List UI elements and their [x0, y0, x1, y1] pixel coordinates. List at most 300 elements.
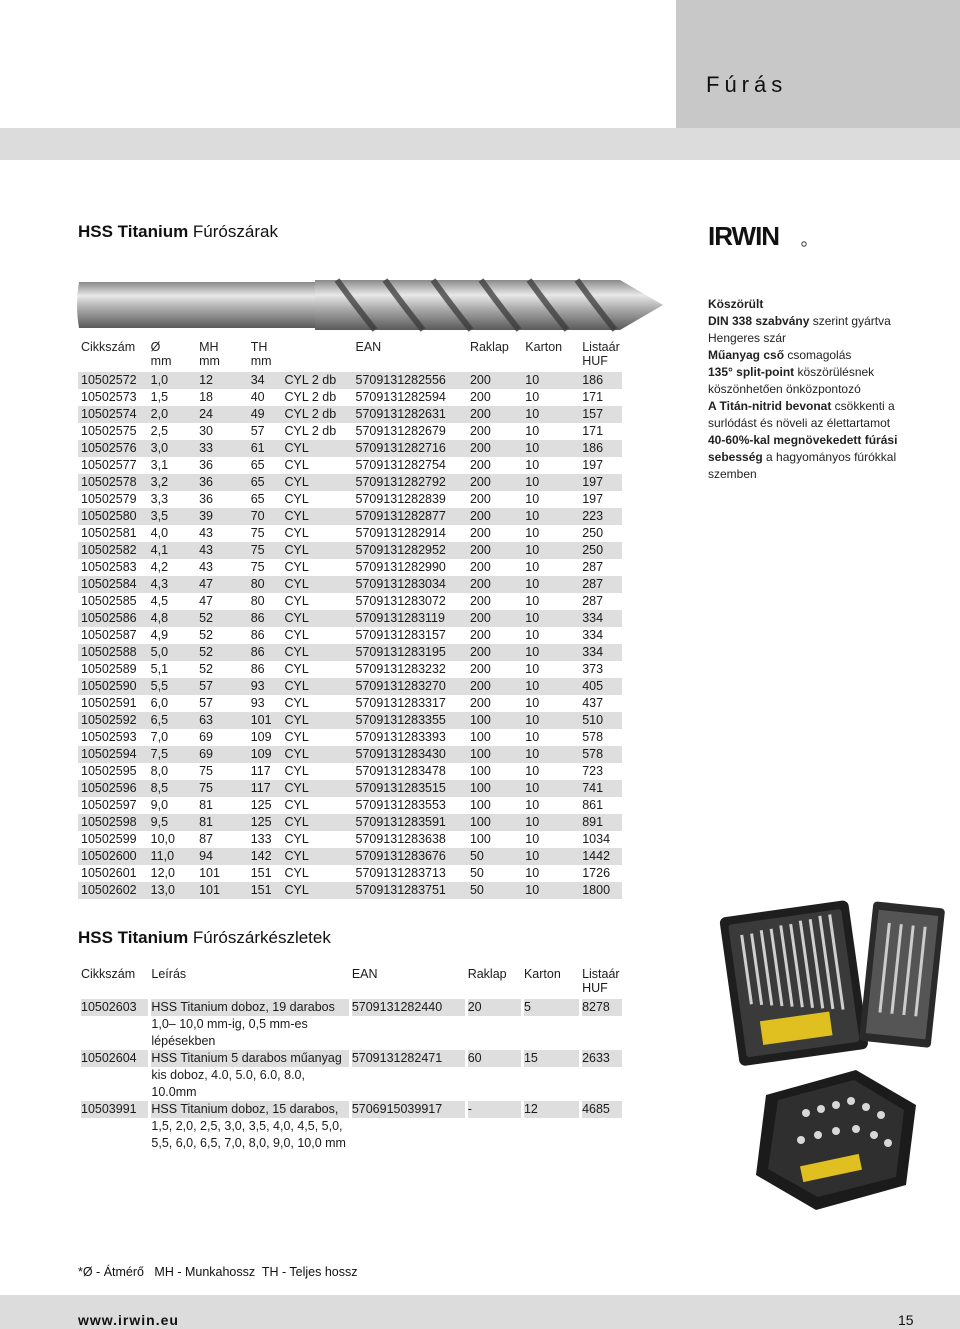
description-line: HSS Titanium doboz, 19 darabos — [151, 999, 348, 1016]
column-header-label: Cikkszám — [81, 340, 136, 354]
table-cell: CYL — [284, 441, 309, 455]
table-cell: 10 — [525, 594, 540, 608]
table-cell: 10502590 — [81, 679, 137, 693]
table-cell: 10 — [525, 679, 540, 693]
table-cell: CYL — [284, 866, 309, 880]
table-cell: CYL 2 db — [284, 373, 337, 387]
description-line: 5,5, 6,0, 6,5, 7,0, 8,0, 9,0, 10,0 mm — [151, 1136, 346, 1150]
feature-highlight: 135° split-point — [708, 365, 795, 379]
table-cell: 52 — [199, 628, 213, 642]
table-cell: 10502574 — [81, 407, 137, 421]
table-row — [78, 661, 622, 678]
cell-value: 5 — [524, 999, 579, 1016]
table-cell: 200 — [469, 373, 491, 387]
table-cell: 200 — [469, 611, 491, 625]
table-cell: 3,1 — [150, 458, 169, 472]
table-cell: 4,8 — [150, 611, 169, 625]
table-cell: 80 — [250, 594, 265, 608]
feature-text: Hengeres szár — [708, 331, 787, 345]
table-cell — [521, 1050, 579, 1101]
table-cell: 10502573 — [81, 390, 137, 404]
table-cell: 10 — [525, 713, 540, 727]
cell-value: 10503991 — [81, 1101, 148, 1118]
feature-item — [708, 347, 908, 364]
table-cell: CYL — [284, 628, 309, 642]
table-cell: 10 — [525, 747, 540, 761]
table-header-row — [78, 338, 622, 372]
table-cell: 3,2 — [150, 475, 169, 489]
table-cell: 109 — [250, 730, 272, 744]
table-cell: 10502581 — [81, 526, 137, 540]
table-cell: 723 — [582, 764, 604, 778]
table-cell — [521, 1101, 579, 1152]
table-row — [78, 593, 622, 610]
table-cell: 69 — [199, 730, 213, 744]
table-cell: 10 — [525, 764, 540, 778]
cell-value: 12 — [524, 1101, 579, 1118]
table-cell: 10 — [525, 526, 540, 540]
table-cell: 30 — [199, 424, 213, 438]
table-cell: 10 — [525, 662, 540, 676]
table-cell: 287 — [582, 577, 604, 591]
table-cell: 186 — [582, 373, 604, 387]
feature-text: szerint gyártva — [809, 314, 891, 328]
table-cell: CYL — [284, 730, 309, 744]
table-cell: 10502598 — [81, 815, 137, 829]
table-cell: 9,0 — [150, 798, 169, 812]
section-title-box — [676, 0, 960, 128]
table-cell: 578 — [582, 747, 604, 761]
table-cell — [349, 1101, 465, 1152]
table-row — [78, 1101, 622, 1152]
table-cell: CYL — [284, 577, 309, 591]
table-cell: 10502601 — [81, 866, 137, 880]
table-cell: 10502599 — [81, 832, 137, 846]
table-cell: CYL — [284, 764, 309, 778]
table-cell: 200 — [469, 424, 491, 438]
table-cell: 61 — [250, 441, 265, 455]
column-header-unit: mm — [199, 354, 220, 368]
table-row — [78, 457, 622, 474]
product-title-bold: HSS Titanium — [78, 222, 189, 241]
cell-value: 8278 — [582, 999, 622, 1016]
table-cell: 40 — [250, 390, 265, 404]
table-cell: 5,5 — [150, 679, 169, 693]
feature-text: köszörülésnek köszönhetően önközpontozó — [708, 365, 875, 396]
table-cell: 86 — [250, 645, 265, 659]
table-cell: 10 — [525, 815, 540, 829]
table-cell: 200 — [469, 492, 491, 506]
table-cell: 101 — [199, 866, 220, 880]
table-row — [78, 406, 622, 423]
table-cell: 10502579 — [81, 492, 137, 506]
table-cell: 125 — [250, 815, 272, 829]
table-cell: 10502575 — [81, 424, 137, 438]
table-row — [78, 491, 622, 508]
table-cell: 3,0 — [150, 441, 169, 455]
table-cell: CYL 2 db — [284, 390, 337, 404]
table-cell: 5709131283430 — [355, 747, 446, 761]
set-title-bold: HSS Titanium — [78, 928, 189, 947]
table-cell: 5709131283119 — [355, 611, 445, 625]
table-cell — [465, 999, 521, 1050]
table-cell: 200 — [469, 407, 491, 421]
table-cell: 65 — [250, 475, 265, 489]
table-cell: 52 — [199, 611, 213, 625]
table-cell: 10502589 — [81, 662, 137, 676]
table-cell: 287 — [582, 560, 604, 574]
table-cell: 5709131282594 — [355, 390, 446, 404]
footnote: *Ø - Átmérő MH - Munkahossz TH - Teljes hossz — [78, 1265, 358, 1279]
table-cell: 5709131283478 — [355, 764, 446, 778]
table-cell: 197 — [582, 458, 604, 472]
table-cell: 81 — [199, 798, 213, 812]
table-cell: CYL — [284, 883, 309, 897]
table-cell: 5709131283553 — [355, 798, 446, 812]
table-cell: 200 — [469, 526, 491, 540]
table-cell: CYL — [284, 560, 309, 574]
cell-value: 15 — [524, 1050, 579, 1067]
table-cell: 65 — [250, 458, 265, 472]
table-cell: CYL — [284, 849, 309, 863]
table-cell — [579, 999, 622, 1050]
column-header — [148, 338, 196, 372]
feature-highlight: Köszörült — [708, 297, 764, 311]
table-cell: 200 — [469, 390, 491, 404]
table-cell: 405 — [582, 679, 604, 693]
feature-text: csökkenti a surlódást és növeli az élettartamot — [708, 399, 895, 430]
table-cell: 10 — [525, 475, 540, 489]
table-cell: 200 — [469, 696, 491, 710]
table-cell: 10 — [525, 866, 540, 880]
table-cell: 86 — [250, 662, 265, 676]
column-header — [78, 338, 148, 372]
table-cell: 10502595 — [81, 764, 137, 778]
table-cell: 10 — [525, 373, 540, 387]
table-cell: 2,5 — [150, 424, 169, 438]
table-cell: 100 — [469, 832, 491, 846]
table-cell: 10 — [525, 832, 540, 846]
table-cell: 36 — [199, 475, 213, 489]
table-cell: 63 — [199, 713, 213, 727]
table-cell: 200 — [469, 645, 491, 659]
table-cell — [78, 1050, 148, 1101]
table-cell: CYL — [284, 509, 309, 523]
table-cell — [349, 1050, 465, 1101]
table-row — [78, 780, 622, 797]
table-row — [78, 508, 622, 525]
table-cell: 5709131283157 — [355, 628, 446, 642]
table-cell: 36 — [199, 492, 213, 506]
table-cell — [465, 1101, 521, 1152]
table-cell: 10 — [525, 441, 540, 455]
table-cell: 200 — [469, 475, 491, 489]
table-cell: CYL — [284, 832, 309, 846]
table-cell: 5709131282631 — [355, 407, 446, 421]
table-cell: 5709131282679 — [355, 424, 446, 438]
cell-value: - — [468, 1101, 521, 1118]
table-cell: 5709131283393 — [355, 730, 446, 744]
drill-bits-table — [78, 338, 622, 899]
irwin-logo — [708, 222, 808, 250]
table-row — [78, 389, 622, 406]
table-cell: 10 — [525, 577, 540, 591]
table-cell: 57 — [199, 696, 213, 710]
table-cell: 117 — [250, 781, 271, 795]
header-white-area — [0, 0, 676, 128]
table-cell: 1,5 — [150, 390, 169, 404]
table-cell: 10502587 — [81, 628, 137, 642]
table-cell: 100 — [469, 730, 491, 744]
table-cell: 151 — [250, 866, 272, 880]
table-cell: 43 — [199, 543, 213, 557]
page-number: 15 — [898, 1312, 914, 1328]
table-row — [78, 882, 622, 899]
table-header-row — [78, 965, 622, 999]
table-cell: 93 — [250, 696, 265, 710]
table-cell: CYL — [284, 645, 309, 659]
table-cell: 200 — [469, 594, 491, 608]
table-cell: 10,0 — [150, 832, 175, 846]
table-cell: 250 — [582, 526, 604, 540]
table-cell: 334 — [582, 628, 604, 642]
column-header-label: EAN — [351, 967, 378, 981]
column-header — [282, 338, 353, 372]
table-cell: 4,2 — [150, 560, 169, 574]
column-header-label: EAN — [355, 340, 382, 354]
column-header-label: TH — [250, 340, 268, 354]
column-header — [353, 338, 467, 372]
column-header — [579, 338, 622, 372]
table-row — [78, 729, 622, 746]
table-cell: 200 — [469, 662, 491, 676]
table-row — [78, 423, 622, 440]
table-cell: CYL — [284, 662, 309, 676]
table-cell: 197 — [582, 492, 604, 506]
table-cell: 75 — [199, 764, 213, 778]
column-header-label: Cikkszám — [81, 967, 136, 981]
product-title-bits — [78, 222, 278, 242]
column-header-label: Listaár — [582, 340, 620, 354]
table-cell: 10 — [525, 560, 540, 574]
table-cell: 5709131282990 — [355, 560, 446, 574]
column-header-label: MH — [199, 340, 219, 354]
table-cell: 13,0 — [150, 883, 175, 897]
table-cell: 39 — [199, 509, 213, 523]
description-line: 1,0– 10,0 mm-ig, 0,5 mm-es — [151, 1017, 308, 1031]
table-cell: 133 — [250, 832, 272, 846]
table-cell: 65 — [250, 492, 265, 506]
table-cell: 10502600 — [81, 849, 137, 863]
table-cell: 5709131283751 — [355, 883, 446, 897]
column-header — [521, 965, 579, 999]
table-cell: 578 — [582, 730, 604, 744]
table-cell: 5709131283034 — [355, 577, 446, 591]
table-cell: 100 — [469, 781, 491, 795]
table-cell — [148, 1101, 348, 1152]
table-row — [78, 542, 622, 559]
table-cell: 5709131282952 — [355, 543, 446, 557]
table-cell: 5709131283591 — [355, 815, 446, 829]
table-cell: 81 — [199, 815, 213, 829]
feature-highlight: Műanyag cső — [708, 348, 785, 362]
table-cell — [148, 999, 348, 1050]
table-row — [78, 678, 622, 695]
table-row — [78, 627, 622, 644]
table-cell: 10502593 — [81, 730, 137, 744]
feature-item — [708, 432, 908, 483]
feature-text: csomagolás — [784, 348, 852, 362]
table-cell: 5709131283317 — [355, 696, 446, 710]
table-cell: 10502580 — [81, 509, 137, 523]
table-cell: 10502596 — [81, 781, 137, 795]
table-cell — [521, 999, 579, 1050]
table-cell: 5709131283713 — [355, 866, 446, 880]
table-cell: 101 — [199, 883, 220, 897]
table-cell: 861 — [582, 798, 604, 812]
column-header — [248, 338, 282, 372]
description-line: HSS Titanium 5 darabos műanyag — [151, 1050, 348, 1067]
table-cell: 43 — [199, 560, 213, 574]
table-row — [78, 831, 622, 848]
table-cell: 12 — [199, 373, 213, 387]
table-cell: 5709131282792 — [355, 475, 446, 489]
column-header — [465, 965, 521, 999]
table-cell — [579, 1050, 622, 1101]
table-cell: 200 — [469, 560, 491, 574]
table-cell: 1726 — [582, 866, 611, 880]
table-cell: 200 — [469, 628, 491, 642]
table-cell: 10502582 — [81, 543, 137, 557]
table-cell: 10502584 — [81, 577, 137, 591]
table-cell: CYL — [284, 713, 309, 727]
table-cell: 5709131283195 — [355, 645, 446, 659]
cell-value: 4685 — [582, 1101, 622, 1118]
table-cell — [579, 1101, 622, 1152]
table-cell: 200 — [469, 458, 491, 472]
table-cell: CYL — [284, 747, 309, 761]
table-cell: 101 — [250, 713, 272, 727]
feature-item — [708, 313, 908, 330]
table-cell: 8,5 — [150, 781, 169, 795]
table-cell: 9,5 — [150, 815, 169, 829]
feature-list — [708, 296, 908, 483]
table-cell: 1442 — [582, 849, 611, 863]
column-header-unit: mm — [250, 354, 272, 368]
table-cell: 10 — [525, 458, 540, 472]
table-cell: 12,0 — [150, 866, 175, 880]
table-cell: 100 — [469, 764, 491, 778]
table-row — [78, 797, 622, 814]
table-cell: 10502572 — [81, 373, 137, 387]
table-cell: 4,5 — [150, 594, 169, 608]
table-cell: 52 — [199, 645, 213, 659]
footer-url-link[interactable]: www.irwin.eu — [78, 1312, 179, 1328]
table-cell: CYL 2 db — [284, 424, 337, 438]
table-cell: 5709131282556 — [355, 373, 446, 387]
table-cell: 10 — [525, 849, 540, 863]
table-cell: 11,0 — [150, 849, 175, 863]
table-cell: 5709131282839 — [355, 492, 446, 506]
feature-highlight: 40-60%-kal megnövekedett fúrási sebesség — [708, 433, 898, 464]
table-row — [78, 999, 622, 1050]
table-cell: 5709131283072 — [355, 594, 446, 608]
table-cell: 200 — [469, 441, 491, 455]
table-cell: 171 — [582, 390, 604, 404]
table-cell: CYL — [284, 458, 309, 472]
table-cell: 36 — [199, 458, 213, 472]
table-cell: 33 — [199, 441, 213, 455]
column-header — [349, 965, 465, 999]
column-header-label: Raklap — [469, 340, 509, 354]
table-cell: 86 — [250, 628, 265, 642]
table-cell: 510 — [582, 713, 604, 727]
table-cell: 5,0 — [150, 645, 169, 659]
table-cell: 80 — [250, 577, 265, 591]
table-cell: 10502585 — [81, 594, 137, 608]
table-cell: CYL — [284, 475, 309, 489]
table-cell: 5709131282914 — [355, 526, 446, 540]
table-cell: 287 — [582, 594, 604, 608]
table-cell: 5709131283355 — [355, 713, 446, 727]
column-header-label: Ø — [150, 340, 161, 354]
table-cell: 1,0 — [150, 373, 169, 387]
table-cell: 109 — [250, 747, 272, 761]
feature-item — [708, 296, 908, 313]
feature-highlight: A Titán-nitrid bevonat — [708, 399, 832, 413]
column-header — [148, 965, 348, 999]
table-cell: 75 — [250, 560, 265, 574]
table-cell: 1034 — [582, 832, 611, 846]
table-cell: 10 — [525, 611, 540, 625]
table-cell: 142 — [250, 849, 272, 863]
table-cell: 171 — [582, 424, 604, 438]
table-cell: 10502597 — [81, 798, 137, 812]
table-cell: 3,3 — [150, 492, 169, 506]
cell-value: 5709131282471 — [352, 1050, 465, 1067]
table-cell: 10502576 — [81, 441, 137, 455]
table-cell: 10502592 — [81, 713, 137, 727]
table-cell: 10502583 — [81, 560, 137, 574]
table-cell: 4,9 — [150, 628, 169, 642]
table-cell: 75 — [199, 781, 213, 795]
drill-bit-image — [75, 270, 665, 340]
table-row — [78, 1050, 622, 1101]
table-cell: 10 — [525, 883, 540, 897]
table-cell — [78, 1101, 148, 1152]
table-cell: 50 — [469, 849, 484, 863]
table-cell — [465, 1050, 521, 1101]
table-cell: 100 — [469, 815, 491, 829]
column-header-label: Leírás — [151, 967, 187, 981]
table-cell: 197 — [582, 475, 604, 489]
table-cell: 10502594 — [81, 747, 137, 761]
table-cell: 50 — [469, 883, 484, 897]
table-cell: 34 — [250, 373, 265, 387]
table-cell — [349, 999, 465, 1050]
table-cell: 10502578 — [81, 475, 137, 489]
table-cell: 10 — [525, 509, 540, 523]
column-header-unit: mm — [150, 354, 172, 368]
table-cell: CYL 2 db — [284, 407, 337, 421]
table-cell: 10 — [525, 543, 540, 557]
table-cell: 100 — [469, 747, 491, 761]
table-row — [78, 440, 622, 457]
table-cell: 47 — [199, 594, 213, 608]
table-cell: 3,5 — [150, 509, 169, 523]
column-header-label: Listaár — [582, 967, 620, 981]
table-cell: CYL — [284, 492, 309, 506]
